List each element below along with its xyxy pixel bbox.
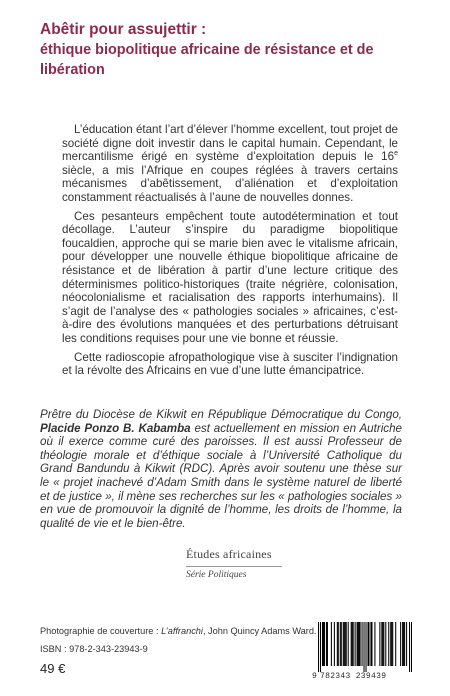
series-name: Série Politiques bbox=[186, 570, 247, 580]
barcode-bar bbox=[368, 622, 369, 666]
barcode-bar bbox=[364, 622, 365, 672]
barcode-bar bbox=[402, 622, 403, 666]
barcode bbox=[312, 622, 412, 682]
barcode-bar bbox=[340, 622, 341, 666]
credit-label: Photographie de couverture : bbox=[40, 626, 162, 636]
barcode-bar bbox=[371, 622, 372, 666]
summary-paragraph-1 bbox=[62, 123, 398, 205]
summary-paragraph-2: Ces pesanteurs empêchent toute autodétermination et tout décollage. L’auteur s’inspire du paradigme biopolitique foucaldien, approche qui se marie bien avec le vitalisme africain, pour développer une nouvelle éthique biopolitique africaine de résistance et de libération à partir d’une lecture critique des déterminismes politico-historiques (traite négrière, colonisation, néocolonialisme et racialisation des rapports interhumains). Il s’agit de l’analyse des « pathologies sociales » africaines, c’est-à-dire des évolutions manquées et des perturbations détruisant les conditions requises pour une vie bonne et réussie. bbox=[62, 209, 398, 345]
barcode-bar bbox=[345, 622, 346, 666]
barcode-bar bbox=[409, 622, 410, 672]
barcode-bar bbox=[343, 622, 344, 666]
barcode-bar bbox=[324, 622, 325, 666]
barcode-bar bbox=[411, 622, 412, 672]
barcode-bar bbox=[360, 622, 361, 666]
credit-author: , John Quincy Adams Ward. bbox=[202, 626, 317, 636]
book-title bbox=[40, 20, 440, 80]
barcode-bar bbox=[374, 622, 375, 666]
barcode-bar bbox=[348, 622, 349, 666]
author-name: Placide Ponzo B. Kabamba bbox=[40, 421, 191, 435]
cover-photo-credit bbox=[40, 626, 316, 636]
credit-title: L’affranchi bbox=[161, 626, 203, 636]
barcode-bar bbox=[326, 622, 327, 666]
bio-text-1: Prêtre du Diocèse de Kikwit en République Démocratique du Congo, bbox=[40, 408, 402, 421]
barcode-bar bbox=[367, 622, 368, 666]
barcode-bar bbox=[353, 622, 354, 666]
barcode-bar bbox=[382, 622, 383, 666]
bio-text-2: est actuellement en mission en Autriche où il exerce comme curé des paroisses. Il est aussi Professeur de théologie morale et d’éthique sociale à l’Université Catholique du Grand Bandundu à Kikwit (RDC). Après avoir soutenu une thèse sur le « projet inachevé d’Adam Smith dans le système naturel de liberté et de justice », il mène ses recherches sur les « pathologies sociales » en vue de promouvoir la dignité de l’homme, les droits de l’homme, la qualité de vie et le bien-être. bbox=[40, 421, 402, 530]
summary-paragraph-3: Cette radioscopie afropathologique vise à susciter l’indignation et la révolte des Africains en vue d’une lutte émancipatrice. bbox=[62, 350, 398, 378]
barcode-bar bbox=[379, 622, 380, 666]
barcode-bar bbox=[383, 622, 384, 666]
barcode-bar bbox=[351, 622, 352, 666]
barcode-bar bbox=[323, 622, 324, 666]
barcode-bar bbox=[365, 622, 366, 672]
barcode-bar bbox=[388, 622, 389, 666]
barcode-bar bbox=[362, 622, 363, 666]
collection-divider bbox=[186, 566, 282, 567]
book-summary bbox=[62, 123, 398, 383]
barcode-bar bbox=[318, 622, 319, 672]
barcode-bar bbox=[385, 622, 386, 666]
barcode-bar bbox=[352, 622, 353, 666]
collection-block bbox=[186, 547, 296, 580]
barcode-bar bbox=[322, 622, 323, 666]
isbn-text: ISBN : 978-2-343-23943-9 bbox=[40, 644, 148, 654]
barcode-bar bbox=[357, 622, 358, 666]
barcode-bar bbox=[404, 622, 405, 666]
barcode-bar bbox=[344, 622, 345, 666]
barcode-bar bbox=[391, 622, 392, 666]
barcode-bar bbox=[331, 622, 332, 666]
barcode-bar bbox=[341, 622, 342, 666]
barcode-lead-digit: 9 bbox=[312, 672, 317, 681]
barcode-bar bbox=[403, 622, 404, 666]
summary-p1-text-b: siècle, a mis l’Afrique en coupes réglées à travers certains mécanismes d’abêtissement, d’aliénation et d’exploitation constamment réactualisés à l’aune de nouvelles donnes. bbox=[62, 163, 398, 204]
barcode-digits: 782343 239439 bbox=[320, 672, 387, 681]
title-main: Abêtir pour assujettir : bbox=[40, 21, 207, 38]
summary-p1-superscript: e bbox=[394, 150, 398, 158]
barcode-bar bbox=[370, 622, 371, 666]
author-bio bbox=[40, 408, 402, 530]
price-text: 49 € bbox=[40, 661, 66, 676]
barcode-bar bbox=[327, 622, 328, 666]
barcode-bar bbox=[337, 622, 338, 666]
barcode-bar bbox=[346, 622, 347, 666]
barcode-bar bbox=[392, 622, 393, 666]
barcode-bars-icon bbox=[318, 622, 412, 672]
barcode-bar bbox=[358, 622, 359, 666]
title-subtitle: éthique biopolitique africaine de résistance et de libération bbox=[40, 42, 374, 78]
barcode-bar bbox=[320, 622, 321, 672]
barcode-bar bbox=[338, 622, 339, 666]
barcode-bar bbox=[355, 622, 356, 666]
barcode-bar bbox=[359, 622, 360, 666]
barcode-bar bbox=[390, 622, 391, 666]
barcode-bar bbox=[406, 622, 407, 666]
barcode-bar bbox=[395, 622, 396, 666]
barcode-bar bbox=[381, 622, 382, 666]
collection-name: Études africaines bbox=[186, 547, 272, 561]
barcode-bar bbox=[400, 622, 401, 666]
barcode-bar bbox=[334, 622, 335, 666]
bio-paragraph bbox=[40, 408, 402, 530]
summary-p1-text-a: L’éducation étant l’art d’élever l’homme excellent, tout projet de société digne doit investir dans le capital humain. Cependant, le mercantilisme érigé en système d’exploitation depuis le 16 bbox=[62, 123, 398, 164]
